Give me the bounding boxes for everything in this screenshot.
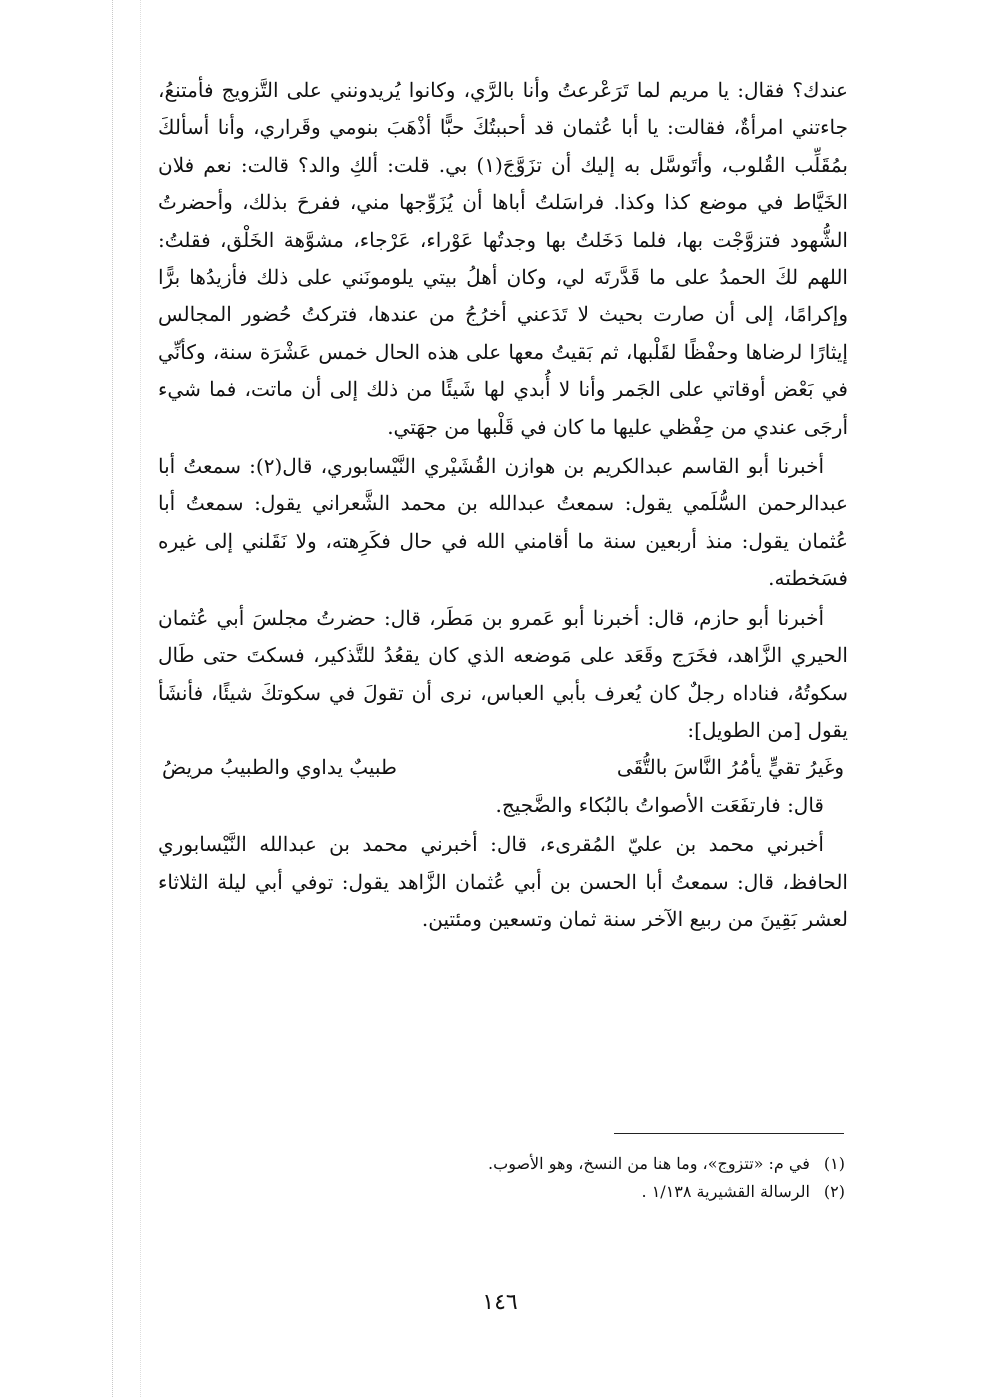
paragraph-marriage-story: عندك؟ فقال: يا مريم لما تَرَعْرعتُ وأنا بالرَّي، وكانوا يُريدونني على التَّزويج فأمتنعُ، جاءتني امرأةٌ، فقالت: يا أبا عُثمان قد أحببتُكَ حبًّا أذْهَبَ بنومي وقَراري، وأنا أسألكَ بمُقَلِّب القُلوب، وأتَوسَّل به إليك أن تزَوَّجَ(١) بي. قلت: ألكِ والد؟ قالت: نعم فلان الخَيَّاط في موضع كذا وكذا. فراسَلتُ أباها أن يُزَوِّجها مني، ففرحَ بذلك، وأحضرتُ الشُّهود فتزوَّجْت بها، فلما دَخَلتُ بها وجدتُها عَوْراء، عَرْجاء، مشوَّهة الخَلْق، فقلتُ: اللهم لكَ الحمدُ على ما قَدَّرتَه لي، وكان أهلُ بيتي يلومونَني على ذلك فأزيدُها برًّا وإكرامًا، إلى أن صارت بحيث لا تَدَعني أخرُجُ من عندها، فتركتُ حُضور المجالس إيثارًا لرضاها وحفْظًا لقَلْبها، ثم بَقيتُ معها على هذه الحال خمس عَشْرَة سنة، وكأنِّي في بَعْض أوقاتي على الجَمر وأنا لا أُبدي لها شَيئًا من ذلك إلى أن ماتت، فما شيء أرجَى عندي من حِفْظي عليها ما كان في قَلْبها من جهَتي. — [158, 78, 849, 439]
page-gutter-dots-inner — [140, 0, 141, 1397]
page-number: ١٤٦ — [482, 1290, 518, 1315]
footnote-text: الرسالة القشيرية ١/١٣٨ . — [641, 1182, 810, 1201]
verse-second-hemistich: طبيبٌ يداوي والطبيبُ مريضُ — [162, 755, 397, 780]
footnote-item — [300, 1178, 845, 1206]
footnote-separator — [614, 1133, 844, 1134]
footnote-text: في م: «تتزوج»، وما هنا من النسخ، وهو الأصوب. — [488, 1154, 810, 1173]
verse-first-hemistich: وغَيرُ تقيٍّ يأمُرُ النَّاسَ بالتُّقَى — [616, 755, 844, 780]
footnotes — [300, 1150, 845, 1206]
paragraph-abu-hazim-report: أخبرنا أبو حازم، قال: أخبرنا أبو عَمرو بن مَطَر، قال: حضرتُ مجلسَ أبي عُثمان الحيري الزَّاهد، فخَرَج وقَعَد على مَوضعه الذي كان يقعُدُ للتَّذكير، فسكتَ حتى طَال سكوتُهُ، فناداه رجلٌ كان يُعرف بأبي العباس، نرى أن تقولَ في سكوتكَ شيئًا، فأنشَأ يقول [من الطويل]: — [158, 605, 848, 742]
footnote-number: (١) — [823, 1154, 845, 1173]
page-gutter-dots — [112, 0, 113, 1397]
paragraph-death-date: أخبرني محمد بن عليّ المُقرىء، قال: أخبرني محمد بن عبدالله النَّيْسابوري الحافظ، قال: سمعتُ أبا الحسن بن أبي عُثمان الزَّاهد يقول: توفي أبي ليلة الثلاثاء لعشر بَقِينَ من ربيع الآخر سنة ثمان وتسعين ومئتين. — [158, 832, 848, 931]
poetry-verse — [158, 749, 848, 786]
page-body — [158, 72, 848, 938]
footnote-number: (٢) — [823, 1182, 845, 1201]
paragraph-after-verse: قال: فارتفَعَت الأصواتُ بالبُكاء والضَّجيج. — [495, 792, 824, 817]
paragraph-qushayri-report: أخبرنا أبو القاسم عبدالكريم بن هوازن القُشَيْري النَّيْسابوري، قال(٢): سمعتُ أبا عبدالرحمن السُّلَمي يقول: سمعتُ عبدالله بن محمد الشَّعراني يقول: سمعتُ أبا عُثمان يقول: منذ أربعين سنة ما أقامني الله في حال فكَرِهته، ولا نَقَلني إلى غيره فسَخطته. — [158, 454, 848, 591]
footnote-item — [300, 1150, 845, 1178]
